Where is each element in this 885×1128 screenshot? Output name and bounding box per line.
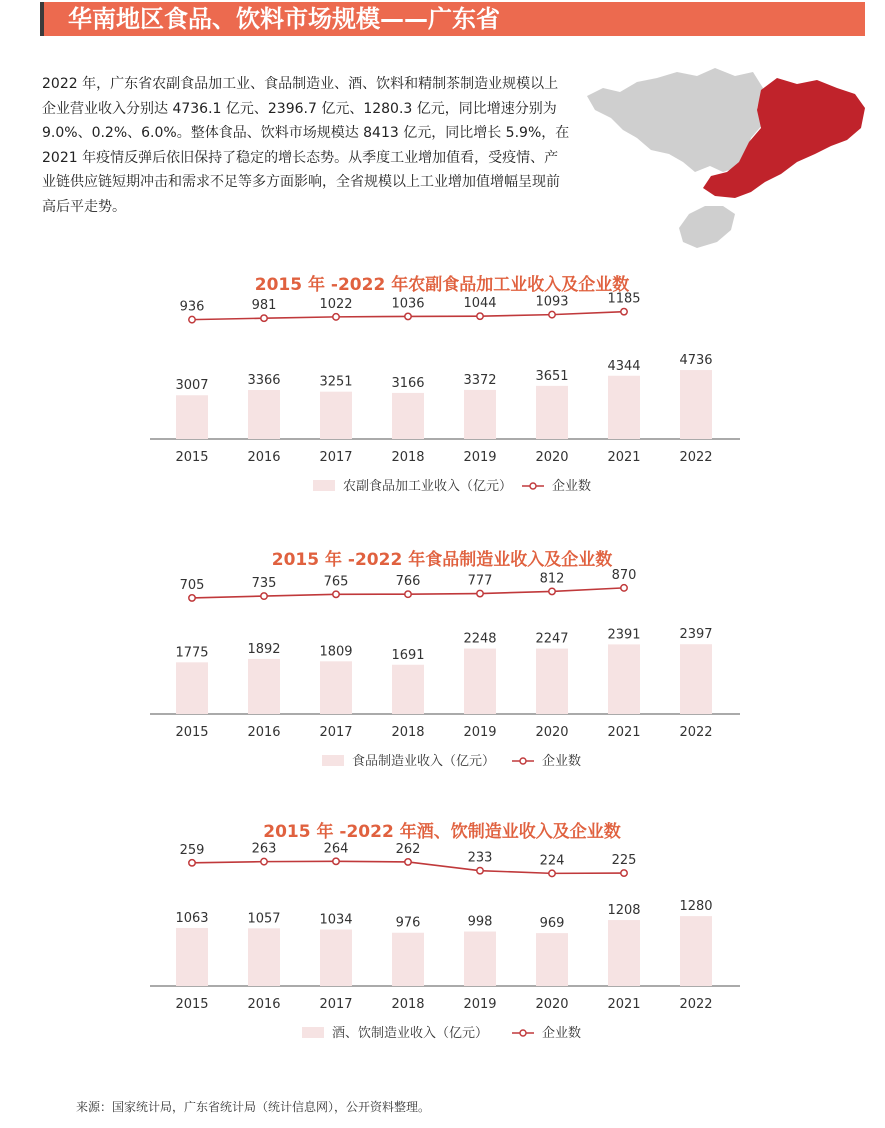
bar-2019 — [464, 932, 496, 986]
line-point-2017 — [333, 591, 339, 597]
x-tick-label-2022: 2022 — [679, 725, 713, 740]
map-guangxi-region — [587, 68, 763, 172]
line-point-2019 — [477, 867, 483, 873]
bar-label-2021: 4344 — [607, 358, 641, 374]
line-label-2015: 259 — [179, 842, 205, 858]
bar-label-2020: 3651 — [535, 368, 569, 384]
source-note: 来源：国家统计局，广东省统计局（统计信息网），公开资料整理。 — [76, 1100, 431, 1114]
bar-label-2015: 1063 — [175, 910, 209, 926]
line-point-2018 — [405, 591, 411, 597]
bar-2021 — [608, 644, 640, 714]
bar-2019 — [464, 390, 496, 439]
legend-bar-swatch — [313, 480, 335, 491]
legend-bar-label: 酒、饮制造业收入（亿元） — [332, 1026, 489, 1041]
line-point-2018 — [405, 313, 411, 319]
bar-2021 — [608, 376, 640, 439]
x-tick-label-2020: 2020 — [535, 997, 569, 1012]
bar-label-2022: 1280 — [679, 899, 713, 915]
line-point-2021 — [621, 870, 627, 876]
bar-2022 — [680, 916, 712, 986]
line-point-2019 — [477, 313, 483, 319]
line-label-2017: 765 — [323, 574, 349, 590]
x-tick-label-2021: 2021 — [607, 725, 641, 740]
x-tick-label-2018: 2018 — [391, 450, 425, 465]
chart-food-manufacturing — [0, 543, 885, 775]
bar-label-2019: 3372 — [463, 372, 497, 388]
x-tick-label-2019: 2019 — [463, 725, 497, 740]
line-label-2020: 812 — [539, 571, 565, 587]
x-tick-label-2022: 2022 — [679, 450, 713, 465]
chart-title: 2015 年 -2022 年农副食品加工业收入及企业数 — [254, 275, 630, 295]
section-header — [40, 2, 865, 36]
x-tick-label-2015: 2015 — [175, 450, 209, 465]
chart-beverage-manufacturing — [0, 815, 885, 1047]
bar-label-2015: 1775 — [175, 645, 209, 661]
x-tick-label-2022: 2022 — [679, 997, 713, 1012]
bar-label-2016: 1892 — [247, 641, 281, 657]
line-label-2018: 766 — [395, 574, 421, 590]
line-point-2015 — [189, 860, 195, 866]
line-label-2020: 224 — [539, 853, 565, 869]
bar-2017 — [320, 661, 352, 714]
line-label-2015: 936 — [179, 299, 205, 315]
line-label-2019: 1044 — [463, 296, 497, 312]
line-label-2021: 870 — [611, 567, 637, 583]
line-label-2016: 735 — [251, 576, 277, 592]
bar-2017 — [320, 392, 352, 439]
line-label-2017: 1022 — [319, 296, 353, 312]
bar-2016 — [248, 928, 280, 986]
legend-bar-swatch — [302, 1027, 324, 1038]
x-tick-label-2018: 2018 — [391, 725, 425, 740]
bar-2015 — [176, 662, 208, 714]
bar-2017 — [320, 930, 352, 986]
x-tick-label-2017: 2017 — [319, 725, 353, 740]
bar-label-2021: 1208 — [607, 903, 641, 919]
bar-label-2018: 1691 — [391, 647, 425, 663]
bar-2020 — [536, 386, 568, 439]
x-tick-label-2021: 2021 — [607, 997, 641, 1012]
x-tick-label-2016: 2016 — [247, 997, 281, 1012]
x-tick-label-2015: 2015 — [175, 997, 209, 1012]
bar-label-2020: 969 — [539, 916, 565, 932]
line-point-2017 — [333, 314, 339, 320]
legend-line-label: 企业数 — [542, 1026, 582, 1041]
bar-2022 — [680, 644, 712, 714]
x-tick-label-2015: 2015 — [175, 725, 209, 740]
legend-bar-label: 食品制造业收入（亿元） — [352, 754, 496, 769]
bar-label-2021: 2391 — [607, 627, 641, 643]
legend-line-marker — [520, 1030, 526, 1036]
bar-label-2020: 2247 — [535, 631, 569, 647]
bar-label-2022: 4736 — [679, 353, 713, 369]
line-label-2018: 262 — [395, 841, 421, 857]
bar-label-2015: 3007 — [175, 378, 209, 394]
line-point-2015 — [189, 595, 195, 601]
chart-agri-food-svg — [0, 268, 885, 500]
map-hainan-island — [679, 206, 735, 248]
line-point-2021 — [621, 585, 627, 591]
section-title: 华南地区食品、饮料市场规模——广东省 — [68, 5, 500, 33]
line-point-2020 — [549, 870, 555, 876]
bar-2018 — [392, 393, 424, 439]
bar-2016 — [248, 390, 280, 439]
bar-label-2016: 3366 — [247, 373, 281, 389]
line-label-2021: 1185 — [607, 291, 641, 307]
bar-2015 — [176, 928, 208, 986]
line-point-2016 — [261, 315, 267, 321]
x-tick-label-2020: 2020 — [535, 725, 569, 740]
line-label-2019: 233 — [467, 850, 493, 866]
x-tick-label-2019: 2019 — [463, 450, 497, 465]
x-tick-label-2020: 2020 — [535, 450, 569, 465]
x-tick-label-2018: 2018 — [391, 997, 425, 1012]
chart-food-manufacturing-svg — [0, 543, 885, 775]
x-tick-label-2017: 2017 — [319, 997, 353, 1012]
bar-2021 — [608, 920, 640, 986]
x-tick-label-2016: 2016 — [247, 450, 281, 465]
bar-2018 — [392, 933, 424, 986]
line-label-2015: 705 — [179, 577, 205, 593]
legend-bar-label: 农副食品加工业收入（亿元） — [343, 479, 513, 494]
intro-paragraph: 2022 年，广东省农副食品加工业、食品制造业、酒、饮料和精制茶制造业规模以上企业营业收入分别达 4736.1 亿元、2396.7 亿元、1280.3 亿元，同比增速分别为 9.0%、0.2%、6.0%。整体食品、饮料市场规模达 8413 亿元，同比增长 5.9%，在 2021 年疫情反弹后依旧保持了稳定的增长态势。从季度工业增加值看，受疫情、产业链供应链短期冲击和需求不足等多方面影响，全省规模以上工业增加值增幅呈现前高后平走势。 — [42, 76, 570, 215]
bar-2020 — [536, 649, 568, 714]
bar-2019 — [464, 649, 496, 714]
line-point-2020 — [549, 311, 555, 317]
line-label-2016: 981 — [251, 298, 277, 314]
line-label-2016: 263 — [251, 841, 277, 857]
line-point-2019 — [477, 590, 483, 596]
bar-label-2017: 1034 — [319, 912, 353, 928]
chart-agri-food — [0, 268, 885, 500]
x-tick-label-2019: 2019 — [463, 997, 497, 1012]
bar-label-2017: 1809 — [319, 644, 353, 660]
x-tick-label-2017: 2017 — [319, 450, 353, 465]
chart-title: 2015 年 -2022 年食品制造业收入及企业数 — [271, 550, 613, 570]
bar-2016 — [248, 659, 280, 714]
legend-line-label: 企业数 — [552, 479, 592, 494]
bar-2020 — [536, 933, 568, 986]
bar-label-2018: 3166 — [391, 375, 425, 391]
line-point-2016 — [261, 593, 267, 599]
bar-2018 — [392, 665, 424, 714]
line-label-2017: 264 — [323, 841, 349, 857]
guangdong-map — [585, 58, 870, 253]
bar-label-2022: 2397 — [679, 627, 713, 643]
bar-label-2018: 976 — [395, 915, 421, 931]
line-point-2015 — [189, 316, 195, 322]
bar-label-2016: 1057 — [247, 911, 281, 927]
legend-line-marker — [530, 483, 536, 489]
bar-2022 — [680, 370, 712, 439]
bar-label-2017: 3251 — [319, 374, 353, 390]
line-point-2021 — [621, 308, 627, 314]
legend-bar-swatch — [322, 755, 344, 766]
bar-label-2019: 998 — [467, 914, 493, 930]
line-label-2020: 1093 — [535, 294, 569, 310]
line-label-2021: 225 — [611, 853, 637, 869]
x-tick-label-2016: 2016 — [247, 725, 281, 740]
line-point-2020 — [549, 588, 555, 594]
legend-line-label: 企业数 — [542, 754, 582, 769]
chart-title: 2015 年 -2022 年酒、饮制造业收入及企业数 — [263, 822, 621, 842]
line-label-2019: 777 — [467, 573, 493, 589]
line-point-2018 — [405, 859, 411, 865]
line-label-2018: 1036 — [391, 296, 425, 312]
x-tick-label-2021: 2021 — [607, 450, 641, 465]
legend-line-marker — [520, 758, 526, 764]
bar-2015 — [176, 395, 208, 439]
line-point-2017 — [333, 858, 339, 864]
bar-label-2019: 2248 — [463, 631, 497, 647]
chart-beverage-manufacturing-svg — [0, 815, 885, 1047]
line-point-2016 — [261, 858, 267, 864]
